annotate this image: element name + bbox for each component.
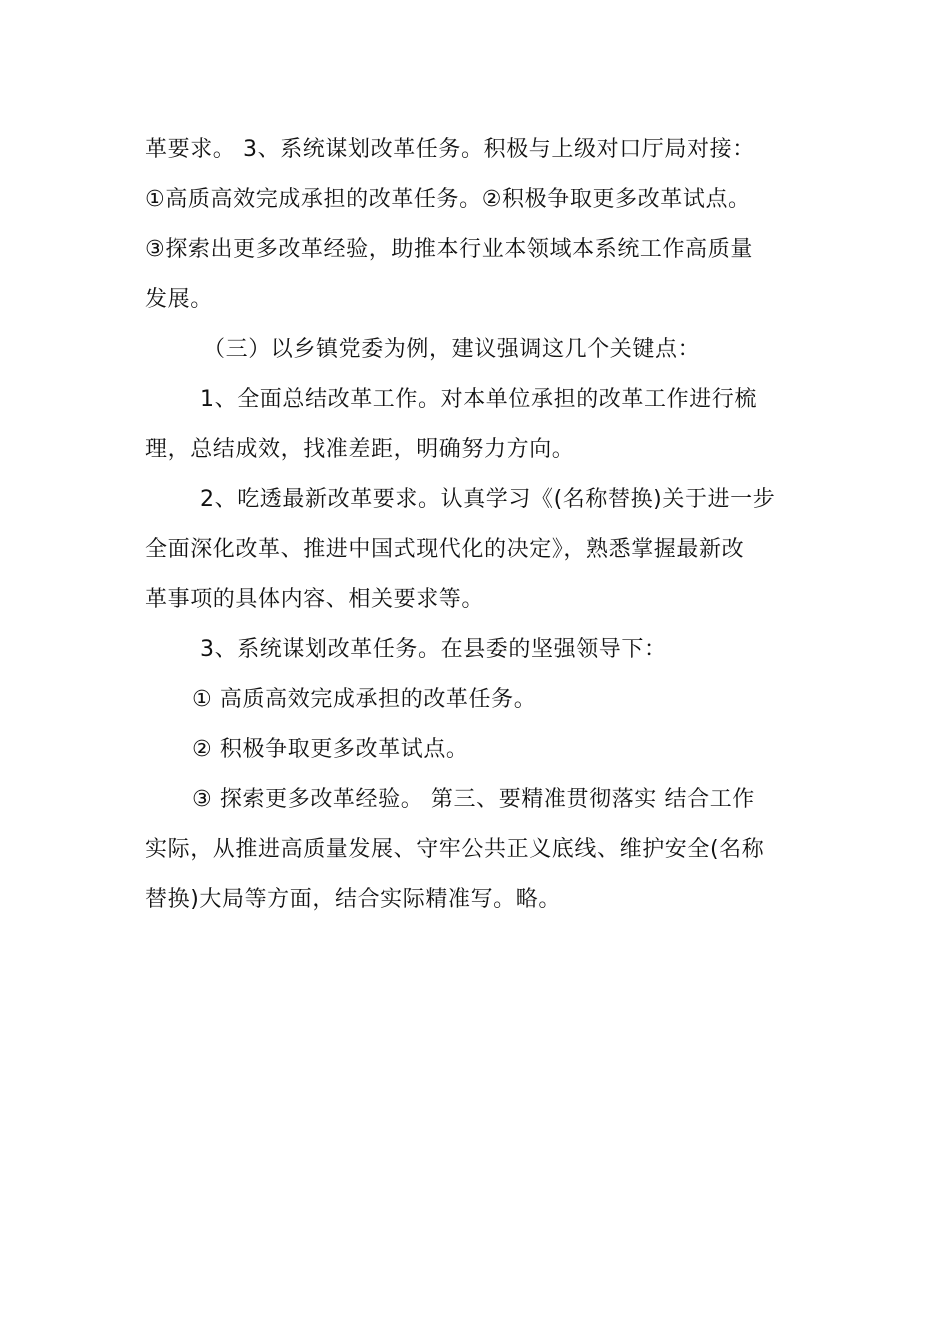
text-line: 3、系统谋划改革任务。在县委的坚强领导下： xyxy=(200,637,667,662)
text-line: 革要求。 3、系统谋划改革任务。积极与上级对口厅局对接： xyxy=(145,137,755,162)
text-line: ③探索出更多改革经验，助推本行业本领域本系统工作高质量 xyxy=(145,237,753,262)
text-line: 替换)大局等方面，结合实际精准写。略。 xyxy=(145,887,561,912)
text-line: ①高质高效完成承担的改革任务。②积极争取更多改革试点。 xyxy=(145,187,751,212)
section-heading: （三）以乡镇党委为例，建议强调这几个关键点： xyxy=(203,337,701,362)
list-item: ② 积极争取更多改革试点。 xyxy=(192,737,469,762)
text-line: 1、全面总结改革工作。对本单位承担的改革工作进行梳 xyxy=(200,387,757,412)
text-line: 2、吃透最新改革要求。认真学习《(名称替换)关于进一步 xyxy=(200,487,776,512)
list-item: ① 高质高效完成承担的改革任务。 xyxy=(192,687,537,712)
text-line: 全面深化改革、推进中国式现代化的决定》，熟悉掌握最新改 xyxy=(145,537,745,562)
list-item: ③ 探索更多改革经验。 第三、要精准贯彻落实 结合工作 xyxy=(192,787,755,812)
text-line: 发展。 xyxy=(145,287,213,312)
text-line: 革事项的具体内容、相关要求等。 xyxy=(145,587,485,612)
text-line: 理，总结成效，找准差距，明确努力方向。 xyxy=(145,437,575,462)
text-line: 实际，从推进高质量发展、守牢公共正义底线、维护安全(名称 xyxy=(145,837,765,862)
